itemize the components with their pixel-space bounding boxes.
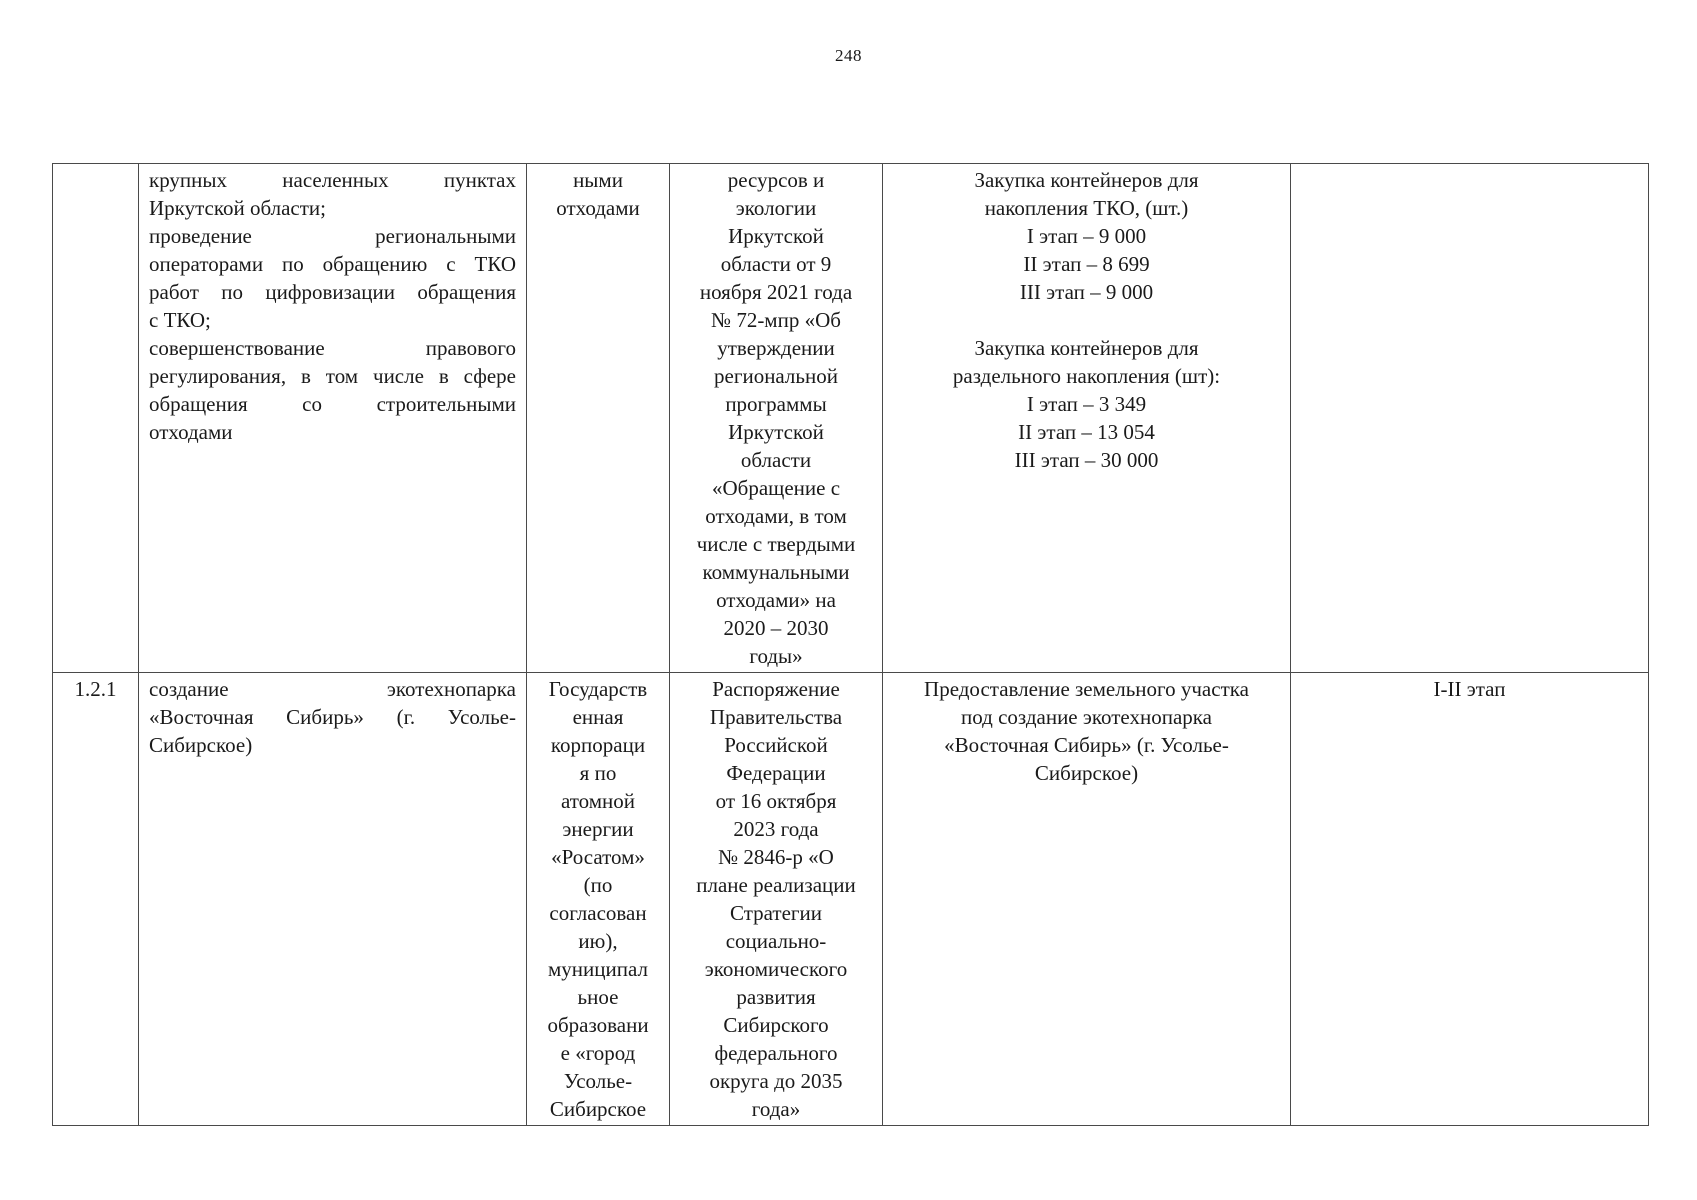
text-line: ноября 2021 года xyxy=(699,280,853,304)
text-line: корпораци xyxy=(550,733,646,757)
text-line: проведение региональными xyxy=(149,224,516,248)
text-line: работ по цифровизации обращения xyxy=(149,280,516,304)
text-line: Иркутской области; xyxy=(149,196,326,220)
text-line: Иркутской xyxy=(728,224,824,248)
text-line: «Обращение с xyxy=(711,476,841,500)
text-line: крупных населенных пунктах xyxy=(149,168,516,192)
cell-executor xyxy=(527,164,670,673)
text-line: ьное xyxy=(577,985,619,1009)
cell-number: 1.2.1 xyxy=(53,673,139,1126)
text-line: III этап – 9 000 xyxy=(1019,280,1154,304)
executor-text xyxy=(531,675,665,1123)
document-text xyxy=(674,166,878,670)
cell-executor xyxy=(527,673,670,1126)
text-line: экологии xyxy=(735,196,817,220)
cell-stage xyxy=(1291,164,1649,673)
text-line: области от 9 xyxy=(720,252,832,276)
text-line: муниципал xyxy=(548,957,648,981)
text-line: е «город xyxy=(560,1041,636,1065)
text-line: развития xyxy=(736,985,816,1009)
text-line: Сибирское) xyxy=(1034,761,1139,785)
text-line: программы xyxy=(725,392,827,416)
text-line: плане реализации xyxy=(696,873,856,897)
text-line: Российской xyxy=(724,733,828,757)
text-line: (по xyxy=(583,873,613,897)
text-line: ресурсов и xyxy=(727,168,825,192)
text-line: ию), xyxy=(578,929,618,953)
blank-line xyxy=(893,306,1280,334)
text-line: Государств xyxy=(548,677,648,701)
text-line: области xyxy=(740,448,812,472)
cell-document xyxy=(670,673,883,1126)
text-line: Закупка контейнеров для xyxy=(974,336,1199,360)
text-line: годы» xyxy=(749,644,803,668)
text-line: числе с твердыми xyxy=(696,532,856,556)
activity-text xyxy=(149,675,516,759)
text-line: образовани xyxy=(547,1013,649,1037)
text-line: федерального xyxy=(714,1041,838,1065)
result-text xyxy=(893,166,1280,474)
executor-text xyxy=(531,166,665,222)
text-line: 2020 – 2030 xyxy=(723,616,829,640)
text-line: енная xyxy=(572,705,624,729)
text-line: ными xyxy=(573,168,623,192)
text-line: энергии xyxy=(562,817,634,841)
text-line: отходами, в том xyxy=(705,504,847,528)
cell-activity xyxy=(139,673,527,1126)
cell-activity xyxy=(139,164,527,673)
document-text xyxy=(674,675,878,1123)
text-line: Закупка контейнеров для xyxy=(974,168,1199,192)
text-line: II этап – 8 699 xyxy=(1023,252,1150,276)
text-line: отходами» на xyxy=(716,588,836,612)
text-line: № 72-мпр «Об xyxy=(711,308,841,332)
text-line: от 16 октября xyxy=(715,789,837,813)
text-line: утверждении xyxy=(717,336,835,360)
text-line: накопления ТКО, (шт.) xyxy=(984,196,1189,220)
text-line: социально- xyxy=(725,929,827,953)
cell-result xyxy=(883,164,1291,673)
cell-number xyxy=(53,164,139,673)
text-line: обращения со строительными xyxy=(149,392,516,416)
text-line: регулирования, в том числе в сфере xyxy=(149,364,516,388)
text-line: отходами xyxy=(149,420,233,444)
text-line: II этап – 13 054 xyxy=(1018,420,1155,444)
result-text xyxy=(893,675,1280,787)
text-line: экономического xyxy=(704,957,848,981)
text-line: отходами xyxy=(556,196,640,220)
text-line: 2023 года xyxy=(733,817,819,841)
text-line: с ТКО; xyxy=(149,308,211,332)
text-line: согласован xyxy=(549,901,647,925)
text-line: I этап – 9 000 xyxy=(1026,224,1147,248)
text-line: года» xyxy=(751,1097,801,1121)
activity-text xyxy=(149,166,516,446)
text-line: Сибирское) xyxy=(149,733,253,757)
text-line: Сибирского xyxy=(723,1013,829,1037)
text-line: «Восточная Сибирь» (г. Усолье- xyxy=(944,733,1229,757)
cell-stage: I-II этап xyxy=(1291,673,1649,1126)
text-line: раздельного накопления (шт): xyxy=(952,364,1221,388)
text-line: «Восточная Сибирь» (г. Усолье- xyxy=(149,705,516,729)
table-row xyxy=(53,673,1649,1126)
cell-document xyxy=(670,164,883,673)
text-line: Иркутской xyxy=(728,420,824,444)
text-line: округа до 2035 xyxy=(709,1069,843,1093)
text-line: под создание экотехнопарка xyxy=(961,705,1212,729)
text-line: Предоставление земельного участка xyxy=(924,677,1249,701)
text-line: Стратегии xyxy=(729,901,823,925)
text-line: Распоряжение xyxy=(712,677,840,701)
page-number: 248 xyxy=(835,46,862,65)
text-line: создание экотехнопарка xyxy=(149,677,516,701)
text-line: «Росатом» xyxy=(551,845,645,869)
text-line: атомной xyxy=(560,789,636,813)
text-line: я по xyxy=(579,761,617,785)
measures-table xyxy=(52,163,1649,1126)
text-line: Правительства xyxy=(709,705,843,729)
text-line: Сибирское xyxy=(549,1097,647,1121)
text-line: региональной xyxy=(714,364,838,388)
text-line: Федерации xyxy=(726,761,826,785)
text-line: совершенствование правового xyxy=(149,336,516,360)
text-line: III этап – 30 000 xyxy=(1014,448,1159,472)
table-row xyxy=(53,164,1649,673)
text-line: I этап – 3 349 xyxy=(1026,392,1147,416)
text-line: коммунальными xyxy=(702,560,850,584)
text-line: операторами по обращению с ТКО xyxy=(149,252,516,276)
text-line: № 2846-р «О xyxy=(718,845,834,869)
text-line: Усолье- xyxy=(563,1069,633,1093)
cell-result xyxy=(883,673,1291,1126)
